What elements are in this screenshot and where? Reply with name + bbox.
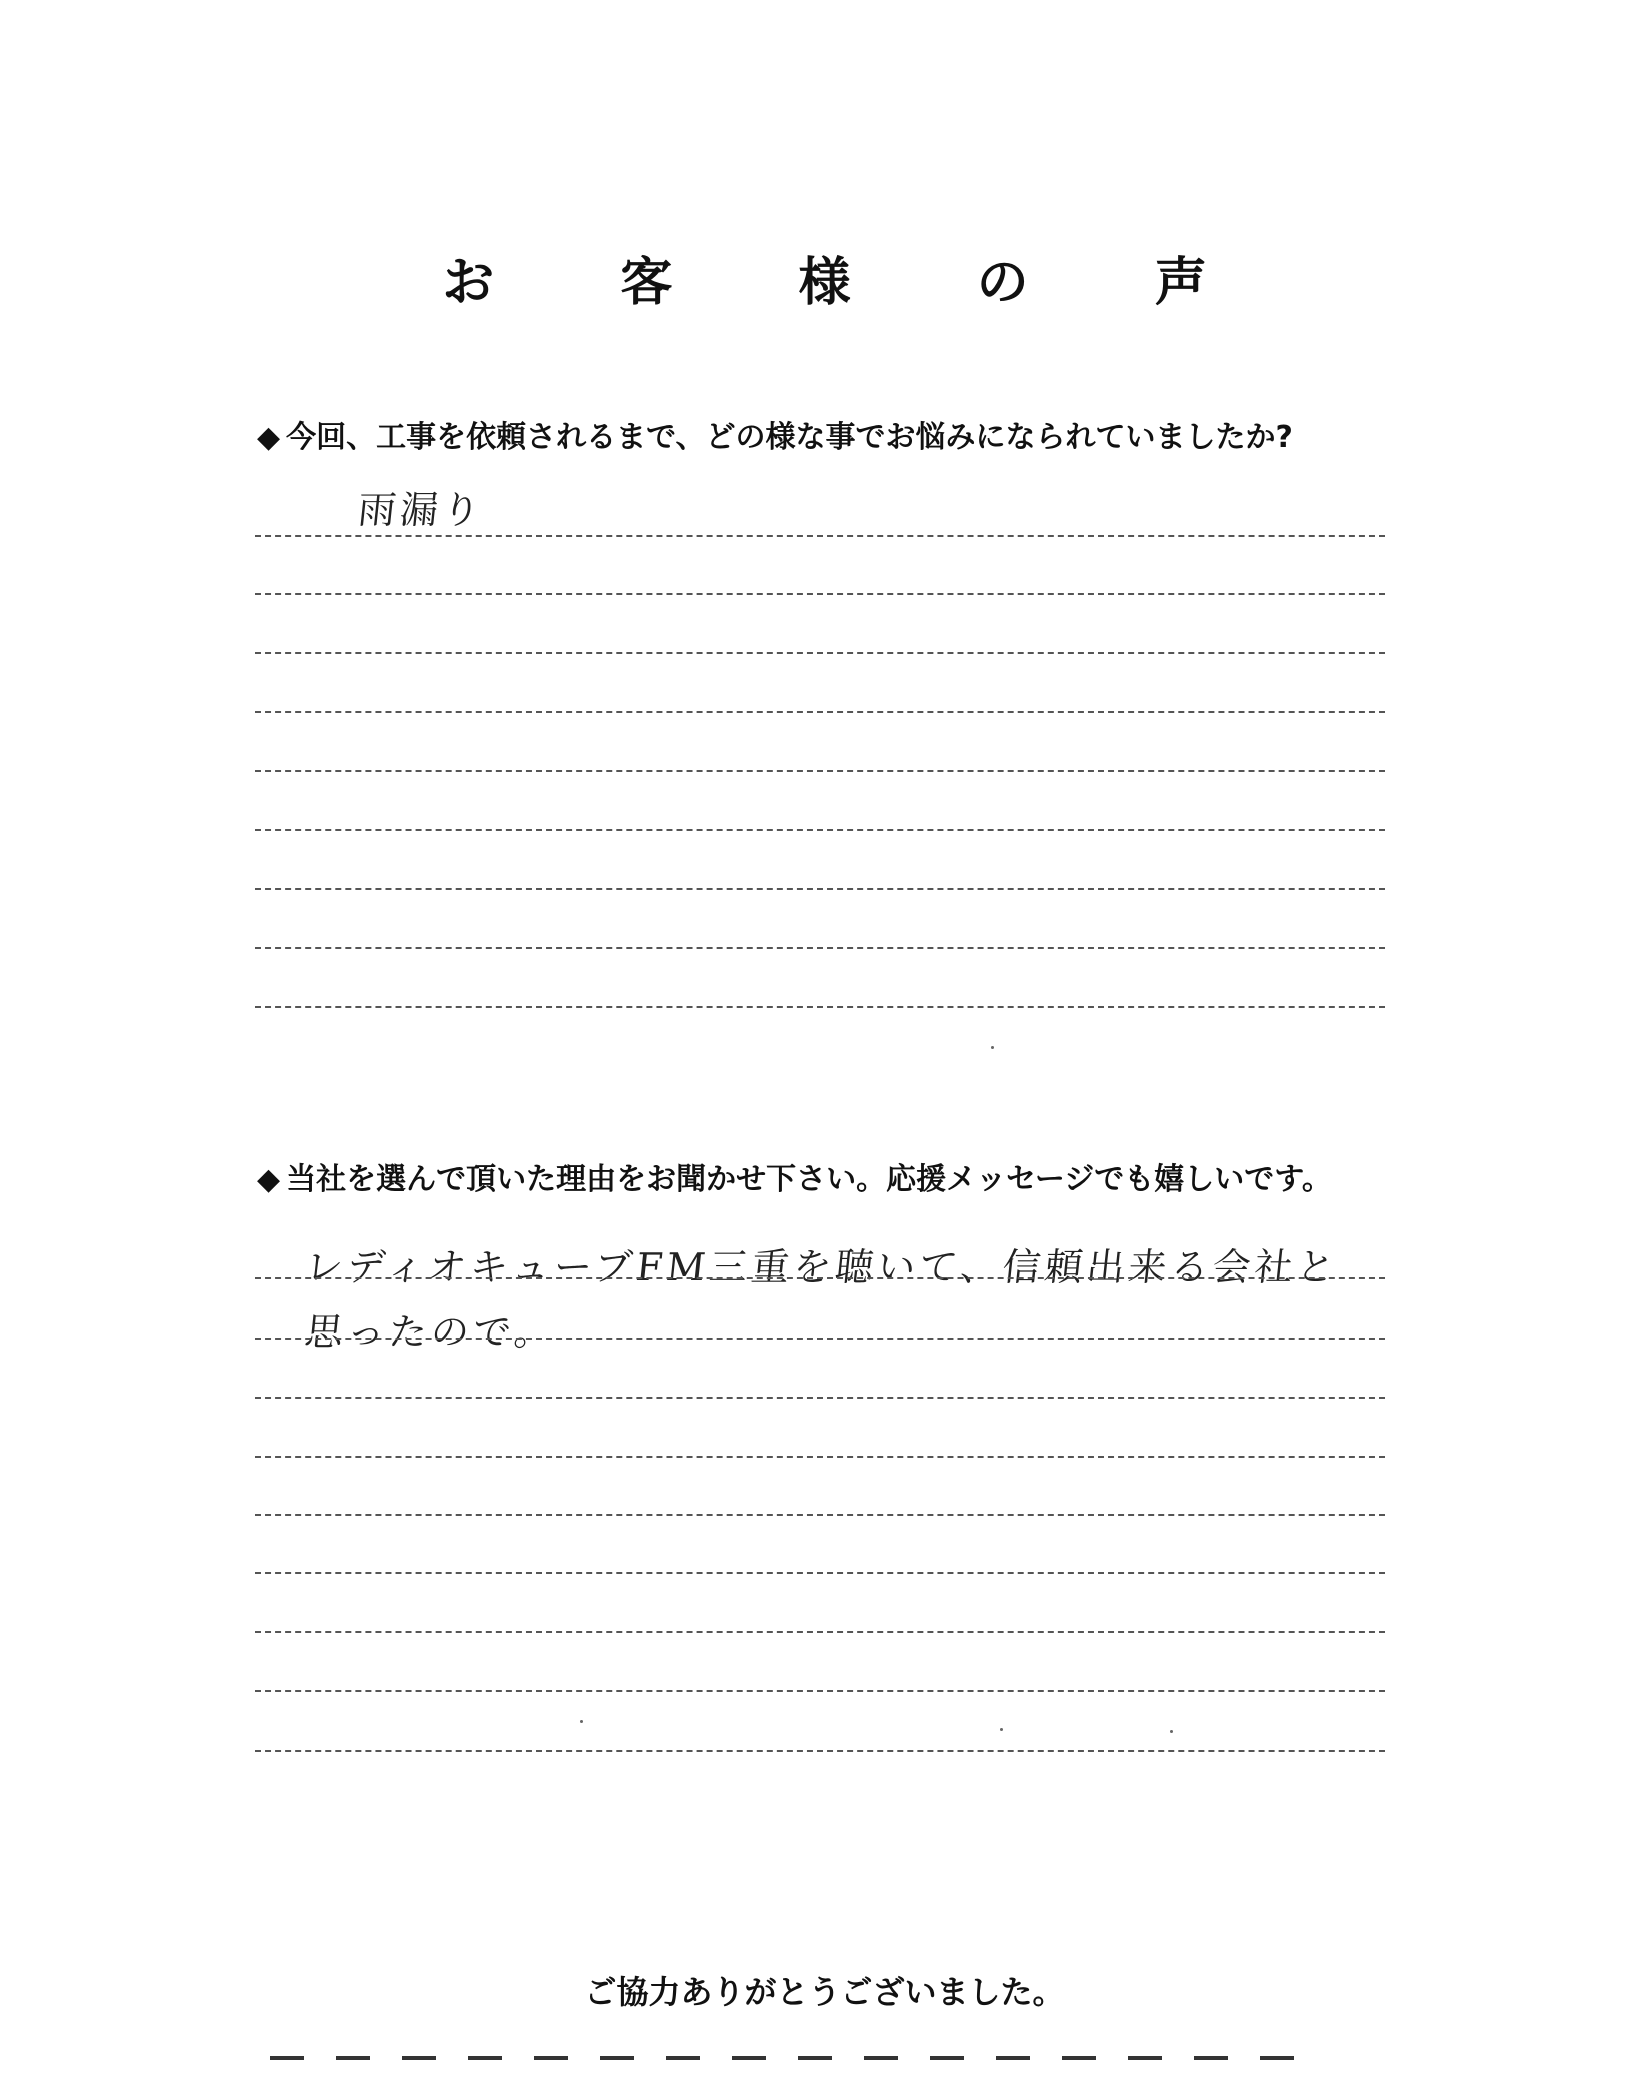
scan-speck	[1000, 1728, 1003, 1731]
answer-1-rule-6	[255, 829, 1385, 831]
diamond-bullet-icon: ◆	[257, 420, 281, 455]
question-2	[257, 1160, 1407, 1200]
answer-1-rule-2	[255, 593, 1385, 595]
answer-1-rule-7	[255, 888, 1385, 890]
answer-2-rule-8	[255, 1690, 1385, 1692]
diamond-bullet-icon: ◆	[257, 1162, 281, 1197]
answer-1-rule-1	[255, 535, 1385, 537]
answer-2-rule-7	[255, 1631, 1385, 1633]
answer-2-rule-6	[255, 1572, 1385, 1574]
answer-2-line-2: 思ったので。	[302, 1310, 559, 1354]
answer-1-rule-9	[255, 1006, 1385, 1008]
cutoff-text-fragment	[270, 2052, 1350, 2082]
answer-2-rule-1	[255, 1277, 1385, 1279]
scan-speck	[1170, 1730, 1173, 1733]
answer-2-rule-9	[255, 1750, 1385, 1752]
closing-message: ご協力ありがとうございました。	[584, 1973, 1065, 2011]
scan-speck	[580, 1720, 583, 1723]
answer-1-rule-3	[255, 652, 1385, 654]
question-1	[257, 418, 1407, 458]
answer-1-rule-4	[255, 711, 1385, 713]
scan-speck	[991, 1046, 994, 1049]
answer-1-rule-8	[255, 947, 1385, 949]
question-2-text: 当社を選んで頂いた理由をお聞かせ下さい。応援メッセージでも嬉しいです。	[286, 1162, 1332, 1197]
page-title: お 客 様 の 声	[442, 253, 1261, 313]
answer-1-rule-5	[255, 770, 1385, 772]
question-1-text: 今回、工事を依頼されるまで、どの様な事でお悩みになられていましたか?	[286, 420, 1293, 455]
answer-2-line-1: レディオキューブFM三重を聴いて、信頼出来る会社と	[302, 1245, 1341, 1289]
answer-2-rule-5	[255, 1514, 1385, 1516]
answer-2-rule-4	[255, 1456, 1385, 1458]
answer-2-rule-3	[255, 1397, 1385, 1399]
answer-1-line-1: 雨漏り	[355, 488, 487, 532]
answer-2-rule-2	[255, 1338, 1385, 1340]
